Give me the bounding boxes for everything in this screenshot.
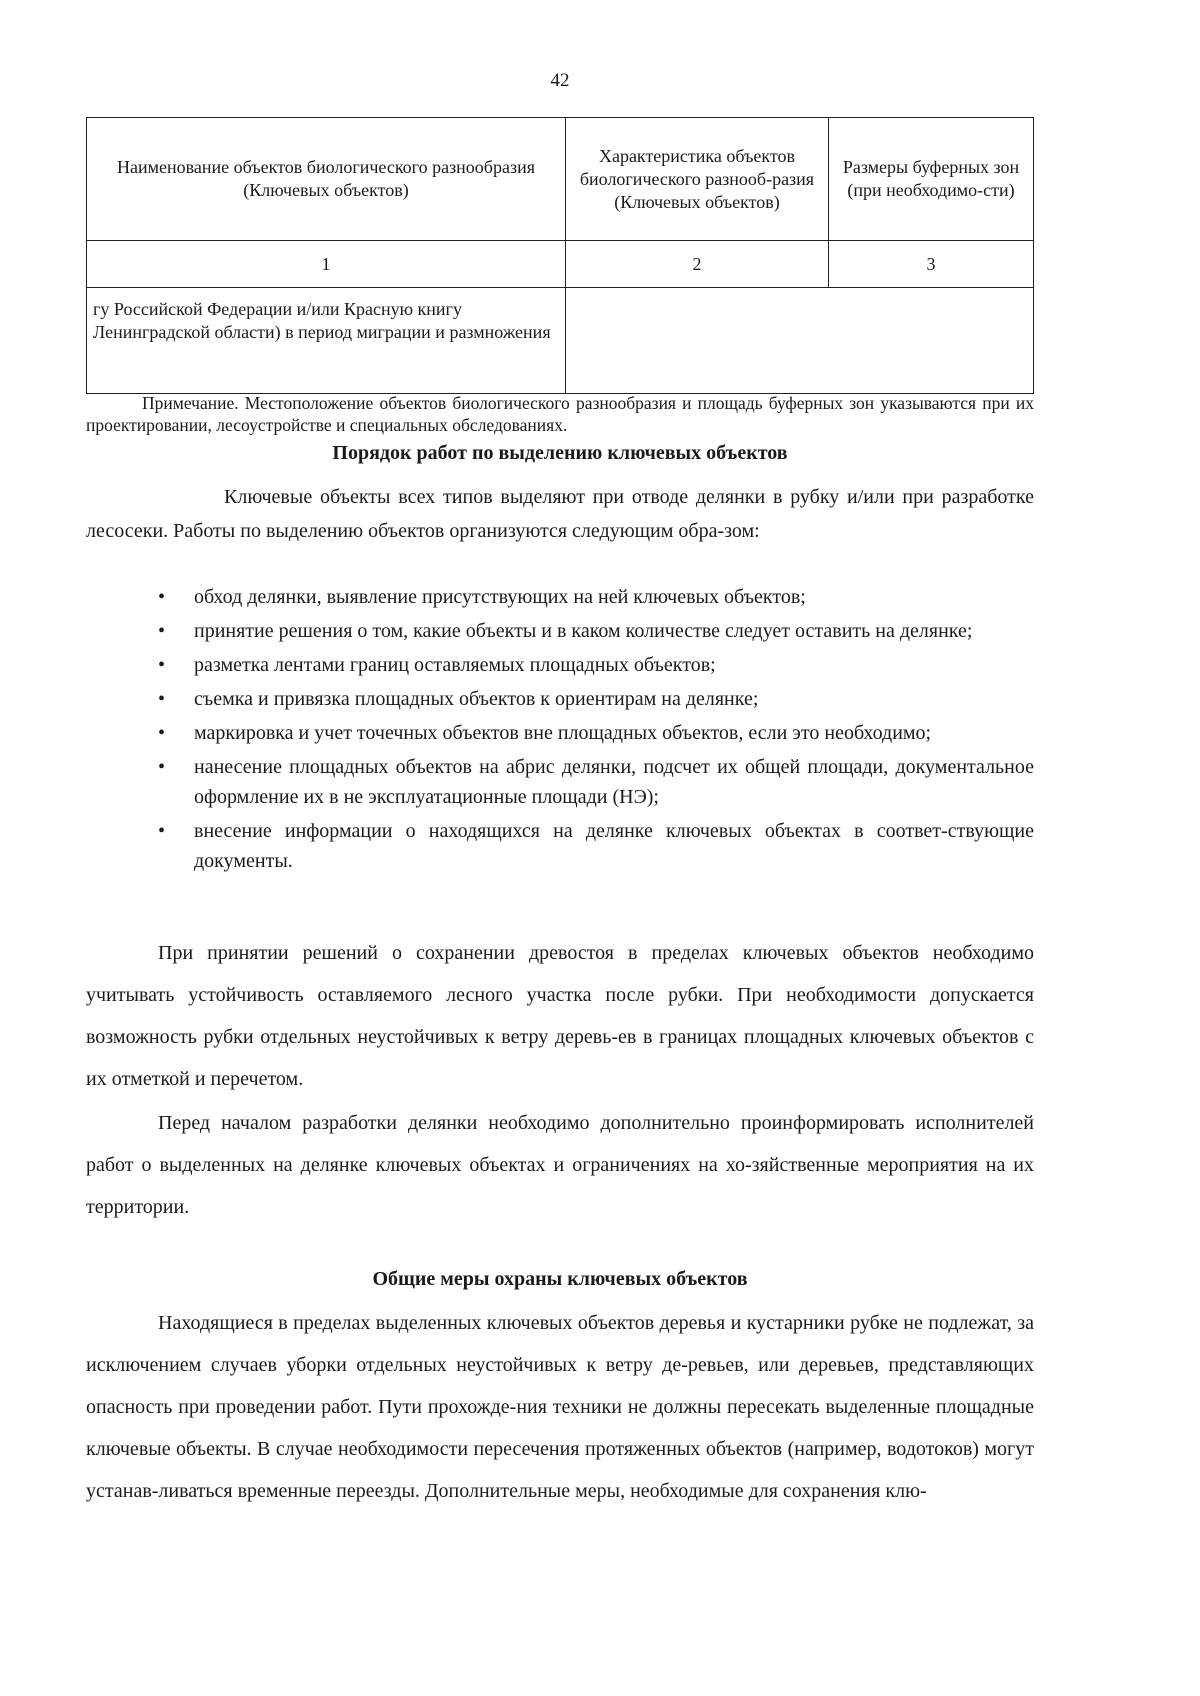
list-item: • нанесение площадных объектов на абрис делянки, подсчет их общей площади, документальное оформление их в не эксплуатационные площади (НЭ); [158,756,1034,808]
intro-paragraph [86,480,1034,548]
section-heading: Порядок работ по выделению ключевых объектов [332,442,788,464]
list-item-text: нанесение площадных объектов на абрис делянки, подсчет их общей площади, документальное оформление их в не эксплуатационные площади (НЭ); [194,756,1034,808]
table-header-cell: Характеристика объектов биологического разнооб-разия (Ключевых объектов) [566,118,829,241]
list-item: • разметка лентами границ оставляемых площадных объектов; [158,654,716,676]
table-cell: гу Российской Федерации и/или Красную книгу Ленинградской области) в период миграции и размножения [87,288,566,394]
list-item-text: внесение информации о находящихся на делянке ключевых объектах в соответ-ствующие документы. [194,820,1034,872]
table-header-cell: Размеры буферных зон (при необходимо-сти) [829,118,1034,241]
list-item: • съемка и привязка площадных объектов к ориентирам на делянке; [158,688,759,710]
table-number-row [87,241,1034,288]
page-number: 42 [550,70,570,91]
biodiversity-table [86,117,1034,394]
list-item-text: маркировка и учет точечных объектов вне площадных объектов, если это необходимо; [194,722,932,744]
paragraph [86,1302,1034,1512]
paragraph [86,932,1034,1100]
paragraph-text: При принятии решений о сохранении древостоя в пределах ключевых объектов необходимо учитывать устойчивость оставляемого лесного участка после рубки. При необходимости допускается возможность рубки отдельных неустойчивых к ветру деревь-ев в границах площадных ключевых объектов с их отметкой и перечетом. [86,942,1034,1090]
table-note [86,392,1034,436]
intro-text: Ключевые объекты всех типов выделяют при отводе делянки в рубку и/или при разработке лесосеки. Работы по выделению объектов организуются следующим обра-зом: [86,486,1034,542]
paragraph-text: Перед началом разработки делянки необходимо дополнительно проинформировать исполнителей работ о выделенных на делянке ключевых объектах и ограничениях на хо-зяйственные мероприятия на их территории. [86,1112,1034,1218]
list-item-text: принятие решения о том, какие объекты и в каком количестве следует оставить на делянке; [194,620,973,642]
list-item-text: разметка лентами границ оставляемых площадных объектов; [194,654,716,676]
table-header-row [87,118,1034,241]
bullet-list [86,582,1034,876]
list-item: • внесение информации о находящихся на делянке ключевых объектах в соответ-ствующие документы. [158,820,1034,872]
list-item: • принятие решения о том, какие объекты и в каком количестве следует оставить на делянке; [158,620,973,642]
paragraph [86,1102,1034,1228]
table-number-cell: 2 [566,241,829,288]
table-number-cell: 1 [87,241,566,288]
section-heading: Общие меры охраны ключевых объектов [372,1268,748,1290]
table-row [87,288,1034,394]
list-item-text: обход делянки, выявление присутствующих на ней ключевых объектов; [194,586,806,608]
list-item: • обход делянки, выявление присутствующих на ней ключевых объектов; [158,586,806,608]
list-item: • маркировка и учет точечных объектов вне площадных объектов, если это необходимо; [158,722,932,744]
table-header-cell: Наименование объектов биологического разнообразия (Ключевых объектов) [87,118,566,241]
table-number-cell: 3 [829,241,1034,288]
paragraph-text: Находящиеся в пределах выделенных ключевых объектов деревья и кустарники рубке не подлежат, за исключением случаев уборки отдельных неустойчивых к ветру де-ревьев, или деревьев, представляющих опасность при проведении работ. Пути прохожде-ния техники не должны пересекать выделенные площадные ключевые объекты. В случае необходимости пересечения протяженных объектов (например, водотоков) могут устанав-ливаться временные переезды. Дополнительные меры, необходимые для сохранения клю- [86,1312,1034,1502]
note-text: Примечание. Местоположение объектов биологического разнообразия и площадь буферных зон указываются при их проектировании, лесоустройстве и специальных обследованиях. [86,393,1034,435]
table-cell-empty [566,288,1034,394]
list-item-text: съемка и привязка площадных объектов к ориентирам на делянке; [194,688,759,710]
